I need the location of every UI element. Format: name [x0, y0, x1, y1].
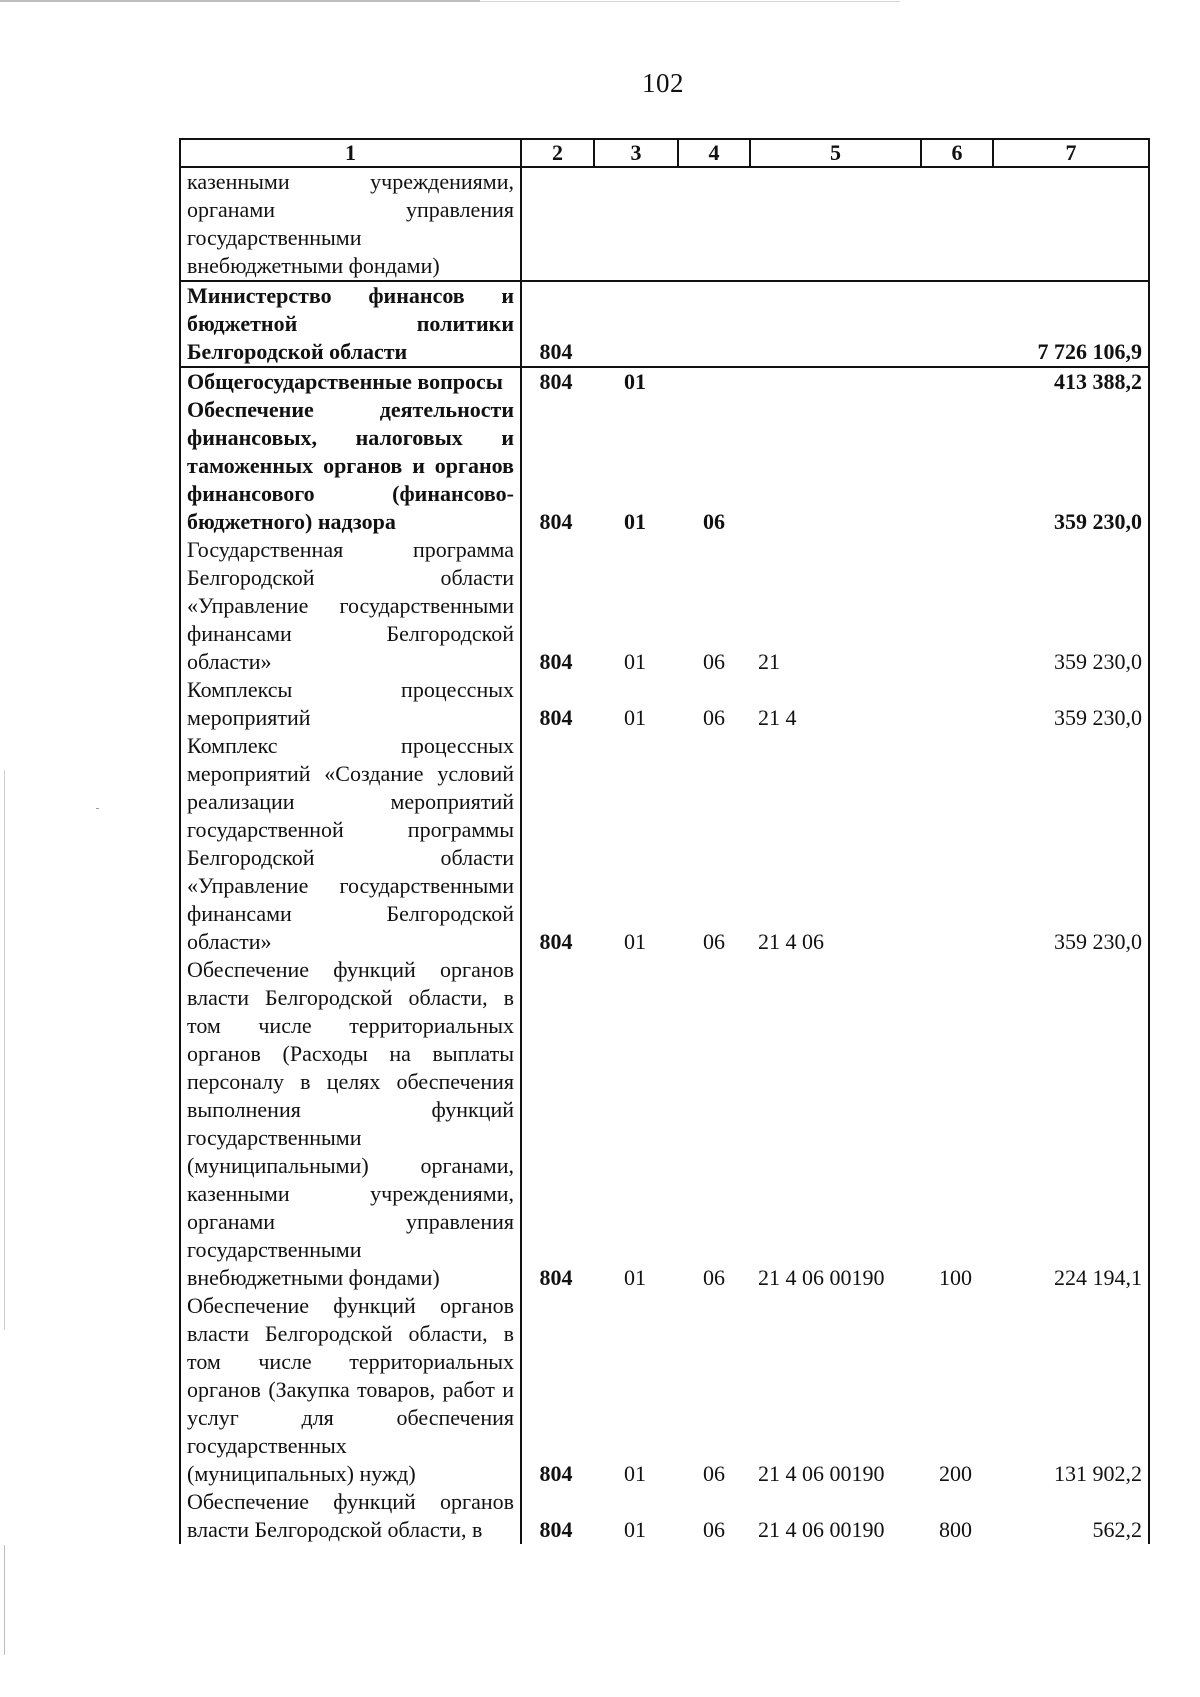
row-name: Комплексы процессных мероприятий — [180, 676, 521, 732]
page-number: 102 — [642, 68, 684, 98]
row-name: Комплекс процессных мероприятий «Создание условий реализации мероприятий государственной программы Белгородской области «Управление государственными финансами Белгородской области» — [180, 732, 521, 956]
ministry-code: 804 — [521, 367, 594, 396]
amount: 7 726 106,9 — [993, 281, 1149, 367]
subsection-code: 06 — [703, 1461, 725, 1486]
ministry-code: 804 — [521, 281, 594, 367]
amount: 359 230,0 — [993, 396, 1149, 536]
section-code: 01 — [594, 367, 678, 396]
section-code: 01 — [624, 509, 646, 534]
column-header: 3 — [594, 139, 678, 167]
section-code: 01 — [624, 1517, 646, 1542]
expense-type-code — [921, 732, 993, 956]
table-row — [180, 956, 1149, 1292]
section-code — [594, 167, 678, 281]
table-row — [180, 732, 1149, 956]
subsection-code: 06 — [703, 1265, 725, 1290]
scan-artifact-tick — [96, 808, 99, 809]
table-row — [180, 536, 1149, 676]
column-header: 7 — [993, 139, 1149, 167]
scan-artifact-top — [480, 1, 900, 2]
subsection-code — [678, 281, 750, 367]
expense-type-code: 200 — [939, 1461, 972, 1486]
target-article-code: 21 4 06 00190 — [758, 1517, 885, 1542]
row-name: Обеспечение деятельности финансовых, налоговых и таможенных органов и органов финансового (финансово-бюджетного) надзора — [180, 396, 521, 536]
section-code: 01 — [624, 1461, 646, 1486]
amount: 359 230,0 — [993, 676, 1149, 732]
expense-type-code — [921, 676, 993, 732]
target-article-code: 21 4 06 00190 — [758, 1461, 885, 1486]
section-code — [594, 281, 678, 367]
table-row — [180, 396, 1149, 536]
amount — [993, 167, 1149, 281]
target-article-code — [750, 367, 921, 396]
scan-artifact-left — [4, 770, 5, 1330]
subsection-code — [678, 367, 750, 396]
row-name: Государственная программа Белгородской области «Управление государственными финансами Белгородской области» — [180, 536, 521, 676]
ministry-code: 804 — [539, 929, 573, 954]
table-row — [180, 676, 1149, 732]
target-article-code — [750, 167, 921, 281]
target-article-code: 21 — [758, 649, 780, 674]
subsection-code: 06 — [703, 1517, 725, 1542]
subsection-code: 06 — [703, 509, 725, 534]
subsection-code: 06 — [703, 929, 725, 954]
column-number-header — [180, 139, 1149, 167]
subsection-code — [678, 167, 750, 281]
table-row — [180, 281, 1149, 367]
amount: 359 230,0 — [993, 732, 1149, 956]
ministry-code — [521, 167, 594, 281]
ministry-code: 804 — [539, 705, 573, 730]
target-article-code: 21 4 — [758, 705, 797, 730]
scan-artifact-left — [4, 1545, 5, 1655]
expense-type-code — [921, 536, 993, 676]
ministry-code: 804 — [539, 1517, 573, 1542]
amount: 359 230,0 — [993, 536, 1149, 676]
subsection-code: 06 — [703, 649, 725, 674]
row-name: казенными учреждениями, органами управления государственными внебюджетными фондами) — [180, 167, 521, 281]
column-header: 5 — [750, 139, 921, 167]
row-name: Министерство финансов и бюджетной политики Белгородской области — [180, 281, 521, 367]
expense-type-code — [921, 367, 993, 396]
section-code: 01 — [624, 705, 646, 730]
section-code: 01 — [624, 649, 646, 674]
target-article-code: 21 4 06 00190 — [758, 1265, 885, 1290]
ministry-code: 804 — [539, 1265, 573, 1290]
row-name: Обеспечение функций органов власти Белгородской области, в том числе территориальных органов (Расходы на выплаты персоналу в целях обеспечения выполнения функций государственными (муниципальными) органами, казенными учреждениями, органами управления государственными внебюджетными фондами) — [180, 956, 521, 1292]
column-header: 2 — [521, 139, 594, 167]
amount: 413 388,2 — [993, 367, 1149, 396]
expense-type-code: 100 — [939, 1265, 972, 1290]
target-article-code — [750, 281, 921, 367]
table-row — [180, 1488, 1149, 1544]
expense-type-code — [921, 281, 993, 367]
target-article-code — [750, 396, 921, 536]
ministry-code: 804 — [539, 509, 573, 534]
target-article-code: 21 4 06 — [758, 929, 824, 954]
amount: 562,2 — [993, 1488, 1149, 1544]
table-row — [180, 367, 1149, 396]
amount: 131 902,2 — [993, 1292, 1149, 1488]
column-header: 1 — [180, 139, 521, 167]
section-code: 01 — [624, 1265, 646, 1290]
table-row — [180, 167, 1149, 281]
row-name: Общегосударственные вопросы — [180, 367, 521, 396]
column-header: 4 — [678, 139, 750, 167]
ministry-code: 804 — [539, 649, 573, 674]
section-code: 01 — [624, 929, 646, 954]
expense-type-code — [921, 396, 993, 536]
expense-type-code — [921, 167, 993, 281]
row-name: Обеспечение функций органов власти Белгородской области, в том числе территориальных органов (Закупка товаров, работ и услуг для обеспечения государственных (муниципальных) нужд) — [180, 1292, 521, 1488]
table-row — [180, 1292, 1149, 1488]
column-header: 6 — [921, 139, 993, 167]
scan-artifact-top — [0, 0, 480, 2]
expense-type-code: 800 — [939, 1517, 972, 1542]
row-name: Обеспечение функций органов власти Белгородской области, в — [180, 1488, 521, 1544]
subsection-code: 06 — [703, 705, 725, 730]
amount: 224 194,1 — [993, 956, 1149, 1292]
ministry-code: 804 — [539, 1461, 573, 1486]
budget-table — [179, 138, 1150, 1544]
